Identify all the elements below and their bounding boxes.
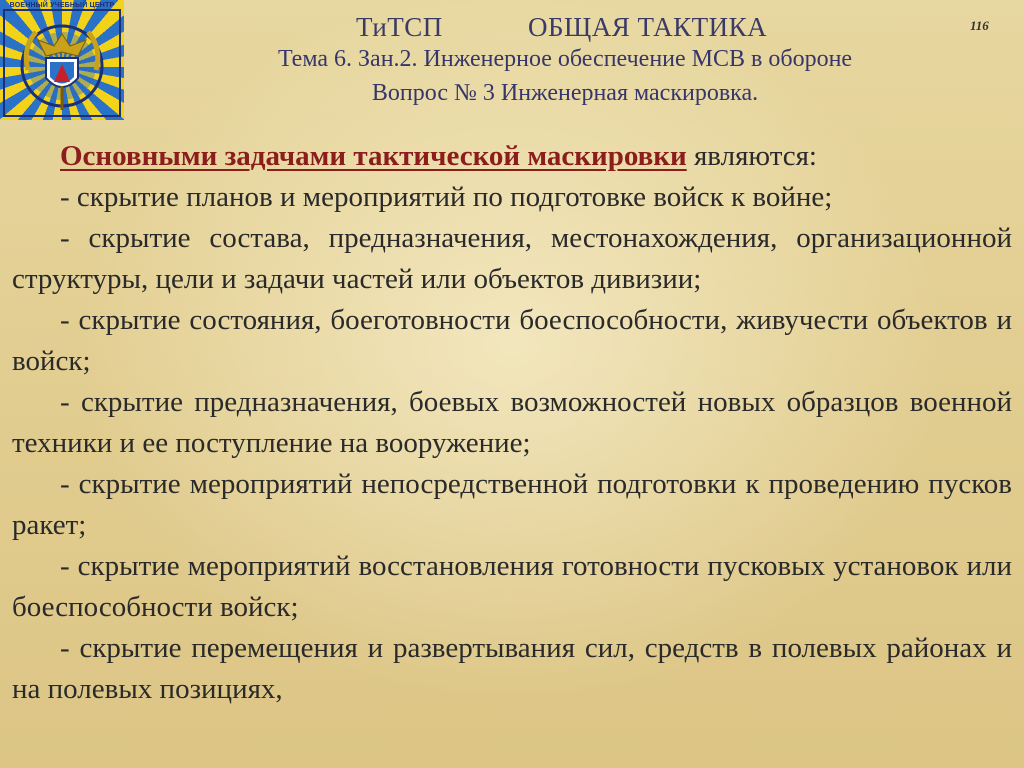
task-item-6: - скрытие мероприятий восстановления готовности пусковых установок или боеспособности войск; [12,550,1012,623]
task-item-1: - скрытие планов и мероприятий по подготовке войск к войне; [60,181,833,213]
main-content [12,136,1012,710]
task-item-4: - скрытие предназначения, боевых возможностей новых образцов военной техники и ее поступление на вооружение; [12,386,1012,459]
task-item-3: - скрытие состояния, боеготовности боеспособности, живучести объектов и войск; [12,304,1012,377]
emblem [0,0,124,120]
question-line: Вопрос № 3 Инженерная маскировка. [371,80,759,106]
page-number: 116 [970,18,989,33]
emblem-caption: ВОЕННЫЙ УЧЕБНЫЙ ЦЕНТР [9,2,115,9]
task-item-2: - скрытие состава, предназначения, местонахождения, организационной структуры, цели и задачи частей или объектов дивизии; [12,222,1012,295]
task-item-5: - скрытие мероприятий непосредственной подготовки к проведению пусков ракет; [12,468,1012,541]
military-emblem-icon [0,0,124,120]
topic-line: Тема 6. Зан.2. Инженерное обеспечение МСВ в обороне [277,46,853,72]
lead-rest: являются: [686,140,817,172]
header-title-row [300,12,800,44]
lead-paragraph [12,136,1012,177]
header-right-title: ОБЩАЯ ТАКТИКА [528,12,768,42]
lead-highlight: Основными задачами тактической маскировки [60,140,687,172]
header-left-title: ТиТСП [356,12,443,42]
task-item-7: - скрытие перемещения и развертывания сил, средств в полевых районах и на полевых позициях, [12,632,1012,705]
